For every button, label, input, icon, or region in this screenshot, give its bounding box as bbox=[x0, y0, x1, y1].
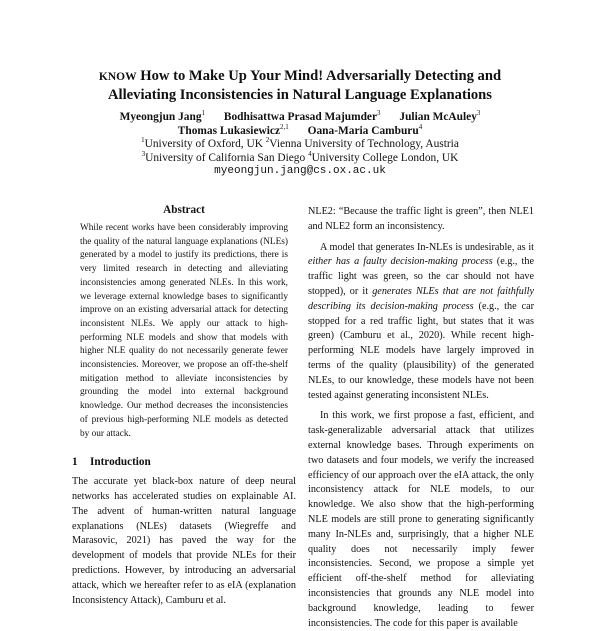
author-name: Julian McAuley bbox=[399, 111, 477, 123]
aff-num: 3 bbox=[141, 149, 146, 158]
author-name: Oana-Maria Camburu bbox=[307, 124, 419, 137]
abstract-text: While recent works have been considerably improving the quality of the natural language explanations (NLEs) generated by a model to justify its predictions, there is very limited research in detecting and alleviating inconsistencies among generated NLEs. In this work, we leverage external knowledge bases to significantly improve on an existing adversarial attack for detecting inconsistent NLEs. We apply our attack to high-performing NLE models and show that models with higher NLE quality do not necessarily generate fewer inconsistencies. Moreover, we propose an off-the-shelf mitigation method to alleviate inconsistencies by grounding the model into external background knowledge. Our method decreases the inconsistencies of previous high-performing NLE models as detected by our attack. bbox=[80, 223, 288, 439]
affiliation: University of California San Diego bbox=[145, 151, 306, 164]
aff-num: 4 bbox=[308, 149, 312, 158]
affiliation-row-1 bbox=[40, 138, 560, 152]
affiliation: University of Oxford, UK bbox=[144, 138, 263, 151]
author-row-1 bbox=[40, 111, 560, 125]
emphasis-text: generates NLEs that are not faithfully describing its decision-making process bbox=[308, 285, 535, 312]
author-aff: 4 bbox=[418, 122, 423, 131]
author-aff: 2,1 bbox=[280, 122, 289, 131]
author-name: Thomas Lukasiewicz bbox=[177, 124, 281, 137]
author-email: myeongjun.jang@cs.ox.ac.uk bbox=[214, 165, 386, 178]
text-run: (e.g., the car stopped for a red traffic light, but states that it was green) (Camburu et al., 2020). While recent high-performing NLE models have largely improved in terms of the quality (plausibility) of the generated NLEs, to our knowledge, these models have not been tested against generating inconsistent NLEs. bbox=[308, 300, 534, 401]
paragraph-this-work: In this work, we first propose a fast, efficient, and task-generalizable adversarial attack that utilizes external knowledge bases. Through experiments on two datasets and four models, we verify the increased efficiency of our approach over the eIA attack, the only inconsistency attack for NLE models, to our knowledge. We also show that the high-performing NLE models are still prone to generating significantly many In-NLEs and, surprisingly, that a higher NLE quality does not necessarily imply fewer inconsistencies. Second, we propose a simple yet efficient off-the-shelf method for alleviating inconsistencies that grounds any NLE model into background knowledge, leading to fewer inconsistencies. The code for this paper is available bbox=[308, 410, 534, 629]
author-aff: 3 bbox=[377, 109, 381, 117]
affiliation: Vienna University of Technology, Austria bbox=[269, 138, 459, 151]
continued-paragraph: NLE2: “Because the traffic light is green”, then NLE1 and NLE2 form an inconsistency. bbox=[308, 206, 534, 232]
emphasis-text: either has a faulty decision-making process bbox=[308, 256, 493, 268]
title-line1: How to Make Up Your Mind! Adversarially Detecting and bbox=[136, 68, 502, 84]
title-smallcaps: KNOW bbox=[98, 71, 137, 83]
text-run: A model that generates In-NLEs is undesirable, as it bbox=[320, 241, 534, 253]
right-column bbox=[308, 205, 534, 631]
section-heading bbox=[72, 455, 296, 469]
paragraph-in-nle bbox=[308, 241, 534, 404]
title-line2: Alleviating Inconsistencies in Natural Language Explanations bbox=[108, 87, 492, 103]
left-column bbox=[72, 203, 296, 608]
section-title: Introduction bbox=[90, 456, 151, 469]
section-number: 1 bbox=[72, 456, 78, 469]
text-run: (e.g., the traffic light was green, so the car should not have stopped), or it bbox=[308, 256, 534, 297]
aff-num: 2 bbox=[265, 136, 270, 145]
author-row-2 bbox=[40, 122, 560, 139]
affiliation: University College London, UK bbox=[311, 151, 459, 164]
author-aff: 1 bbox=[201, 109, 206, 117]
author-block bbox=[40, 111, 560, 179]
author-name: Bodhisattwa Prasad Majumder bbox=[223, 111, 378, 123]
intro-paragraph: The accurate yet black-box nature of deep neural networks has accelerated studies on explainable AI. The advent of human-written natural language explanations (NLEs) datasets (Wiegreffe and Marasovic, 2021) has paved the way for the development of models that provide NLEs for their predictions. However, by introducing an adversarial attack, which we hereafter refer to as eIA (explanation Inconsistency Attack), Camburu et al. bbox=[72, 476, 296, 606]
author-aff: 3 bbox=[476, 109, 481, 117]
affiliation-row-2 bbox=[40, 149, 560, 166]
abstract-heading: Abstract bbox=[163, 204, 205, 216]
paper-title bbox=[60, 67, 540, 104]
author-name: Myeongjun Jang bbox=[119, 111, 202, 123]
aff-num: 1 bbox=[141, 136, 145, 145]
